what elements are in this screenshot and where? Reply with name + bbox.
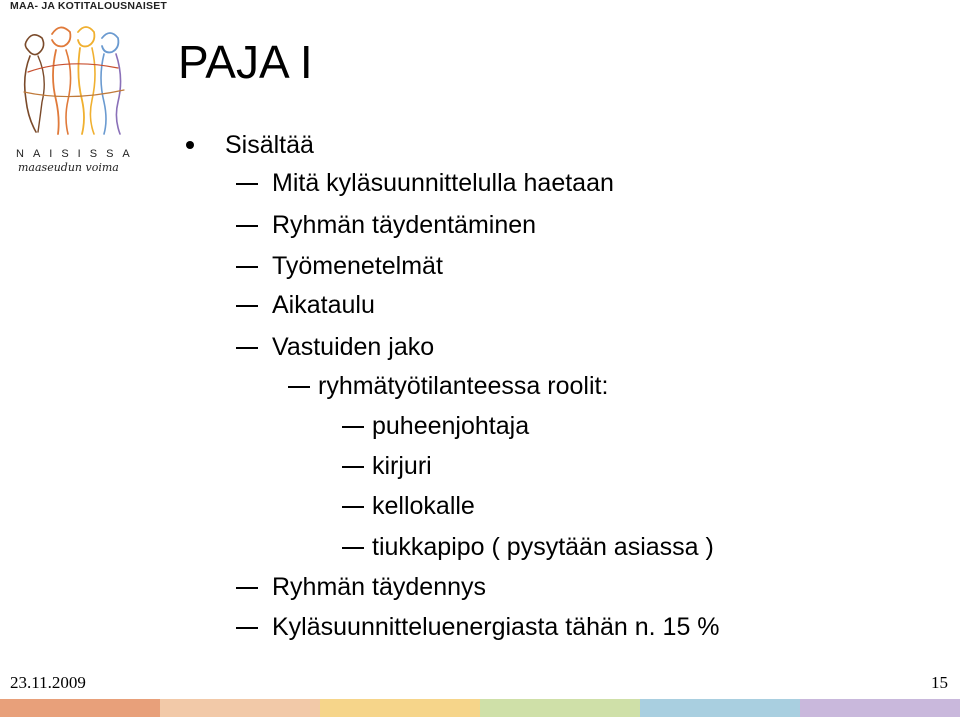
bullet-item-level-4: tiukkapipo ( pysytään asiassa ) bbox=[372, 533, 714, 561]
color-strip-segment bbox=[640, 699, 800, 717]
bullet-item-level-1: Sisältää bbox=[225, 131, 314, 159]
bullet-item-level-2: Ryhmän täydentäminen bbox=[272, 211, 537, 239]
dash-icon bbox=[342, 506, 364, 508]
color-strip-segment bbox=[0, 699, 160, 717]
bullet-item-level-4: kirjuri bbox=[372, 452, 432, 480]
dash-icon bbox=[236, 347, 258, 349]
bullet-item-level-3: ryhmätyötilanteessa roolit: bbox=[318, 372, 609, 400]
dash-icon bbox=[236, 627, 258, 629]
slide-title: PAJA I bbox=[178, 36, 313, 88]
logo-wordmark: NAISISSA bbox=[16, 148, 139, 160]
dash-icon bbox=[288, 386, 310, 388]
color-strip-segment bbox=[160, 699, 320, 717]
bullet-item-level-2: Kyläsuunnitteluenergiasta tähän n. 15 % bbox=[272, 613, 720, 641]
bullet-item-level-2: Ryhmän täydennys bbox=[272, 573, 487, 601]
color-strip-segment bbox=[320, 699, 480, 717]
women-figures-illustration bbox=[8, 12, 136, 152]
page-number: 15 bbox=[931, 673, 948, 692]
bullet-item-level-2: Aikataulu bbox=[272, 291, 375, 319]
logo-tagline: maaseudun voima bbox=[18, 161, 119, 174]
bullet-item-level-4: kellokalle bbox=[372, 492, 475, 520]
bullet-item-level-2: Mitä kyläsuunnittelulla haetaan bbox=[272, 169, 614, 197]
bullet-item-level-2: Vastuiden jako bbox=[272, 333, 435, 361]
dash-icon bbox=[236, 225, 258, 227]
footer-date: 23.11.2009 bbox=[10, 673, 86, 692]
color-strip-segment bbox=[800, 699, 960, 717]
dash-icon bbox=[342, 426, 364, 428]
dash-icon bbox=[236, 305, 258, 307]
dash-icon bbox=[236, 266, 258, 268]
color-strip-segment bbox=[480, 699, 640, 717]
footer-color-strip bbox=[0, 699, 960, 717]
dash-icon bbox=[342, 547, 364, 549]
dash-icon bbox=[342, 466, 364, 468]
logo bbox=[8, 0, 168, 178]
bullet-item-level-2: Työmenetelmät bbox=[272, 252, 443, 280]
dash-icon bbox=[236, 183, 258, 185]
bullet-item-level-4: puheenjohtaja bbox=[372, 412, 530, 440]
logo-org-name: MAA- JA KOTITALOUSNAISET bbox=[10, 0, 168, 12]
dash-icon bbox=[236, 587, 258, 589]
bullet-dot-icon bbox=[186, 141, 194, 149]
